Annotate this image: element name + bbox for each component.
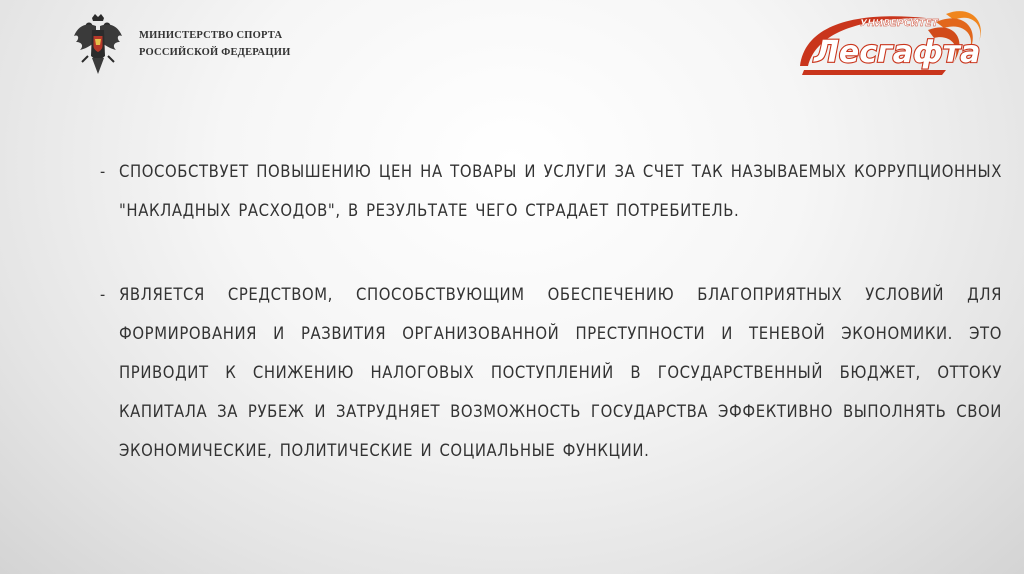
bullet-item: [100, 152, 1002, 230]
university-logo: [796, 4, 988, 86]
logo-main-text: Лесгафта: [814, 35, 981, 70]
bullet-text: ЯВЛЯЕТСЯ СРЕДСТВОМ, СПОСОБСТВУЮЩИМ ОБЕСПЕЧЕНИЮ БЛАГОПРИЯТНЫХ УСЛОВИЙ ДЛЯ ФОРМИРОВАНИЯ И РАЗВИТИЯ ОРГАНИЗОВАННОЙ ПРЕСТУПНОСТИ И ТЕНЕВОЙ ЭКОНОМИКИ. ЭТО ПРИВОДИТ К СНИЖЕНИЮ НАЛОГОВЫХ ПОСТУПЛЕНИЙ В ГОСУДАРСТВЕННЫЙ БЮДЖЕТ, ОТТОКУ КАПИТАЛА ЗА РУБЕЖ И ЗАТРУДНЯЕТ ВОЗМОЖНОСТЬ ГОСУДАРСТВА ЭФФЕКТИВНО ВЫПОЛНЯТЬ СВОИ ЭКОНОМИЧЕСКИЕ, ПОЛИТИЧЕСКИЕ И СОЦИАЛЬНЫЕ ФУНКЦИИ.: [119, 285, 1002, 460]
bullet-text: СПОСОБСТВУЕТ ПОВЫШЕНИЮ ЦЕН НА ТОВАРЫ И УСЛУГИ ЗА СЧЕТ ТАК НАЗЫВАЕМЫХ КОРРУПЦИОННЫХ "НАКЛАДНЫХ РАСХОДОВ", В РЕЗУЛЬТАТЕ ЧЕГО СТРАДАЕТ ПОТРЕБИТЕЛЬ.: [119, 162, 1002, 220]
slide-content: [100, 152, 1002, 515]
bullet-dash: -: [100, 285, 106, 304]
logo-small-text: УНИВЕРСИТЕТ: [860, 18, 939, 29]
bullet-dash: -: [100, 162, 106, 181]
ministry-title: [139, 27, 290, 61]
ministry-line-2: РОССИЙСКОЙ ФЕДЕРАЦИИ: [139, 47, 291, 58]
ministry-line-1: МИНИСТЕРСТВО СПОРТА: [139, 30, 283, 41]
emblem-icon: [70, 12, 126, 76]
bullet-item: [100, 275, 1002, 470]
